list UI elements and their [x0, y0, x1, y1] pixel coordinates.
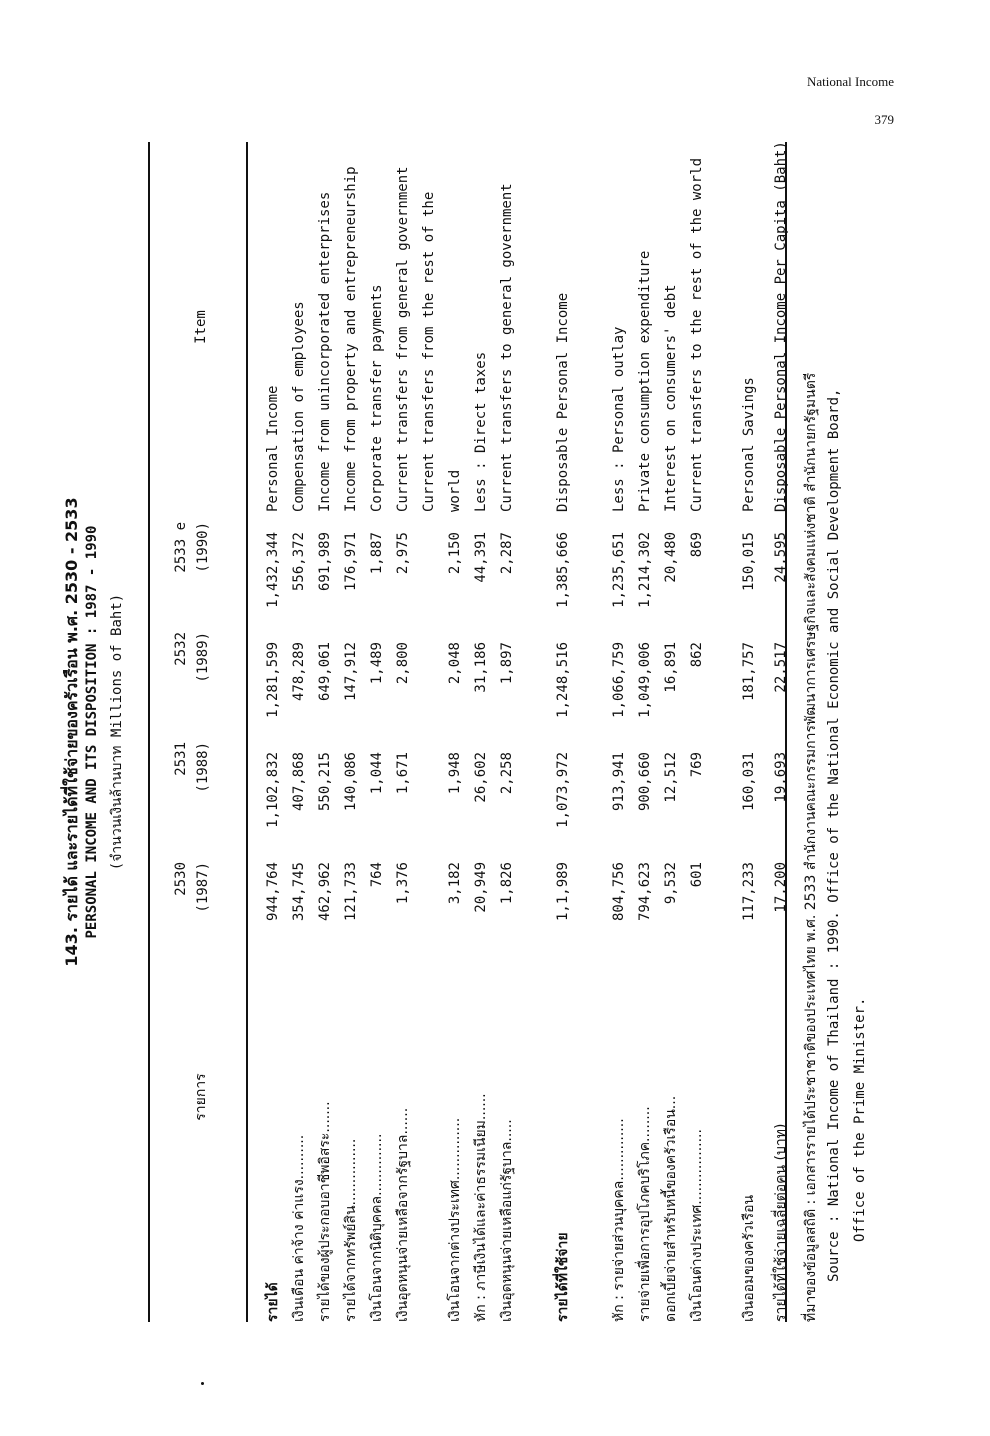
cell-value: 550,215 [317, 752, 333, 812]
table-unit: (จำนวนเงินล้านบาท Millions of Baht) [109, 593, 125, 871]
row-label-item: Current transfers to general government [499, 183, 515, 512]
column-header-1990: 2533 e (1990) [173, 522, 211, 573]
cell-value: 44,391 [473, 532, 489, 583]
cell-value: 176,971 [343, 532, 359, 592]
row-label-thai: เงินโอนจากนิติบุคคล.............. [369, 1133, 385, 1322]
row-label-thai: หัก : รายจ่ายส่วนบุคคล.............. [611, 1118, 627, 1322]
table-row [632, 142, 658, 1322]
cell-value: 869 [689, 532, 705, 558]
row-label-item: Disposable Personal Income Per Capita (Baht) [773, 141, 789, 512]
row-label-thai: เงินโอนต่างประเทศ................. [689, 1129, 705, 1322]
row-label-item: Personal Savings [741, 377, 757, 512]
column-header-1988: 2531 (1988) [173, 742, 211, 793]
table-row [736, 142, 762, 1322]
row-label-item: Personal Income [265, 385, 281, 512]
table-row [442, 142, 468, 1322]
cell-value: 1,887 [369, 532, 385, 575]
cell-value: 22,517 [773, 642, 789, 693]
cell-value: 900,660 [637, 752, 653, 812]
cell-value: 19,693 [773, 752, 789, 803]
cell-value: 147,912 [343, 642, 359, 702]
table-title-english: PERSONAL INCOME AND ITS DISPOSITION : 1987 - 1990 [84, 525, 100, 939]
cell-value: 2,258 [499, 752, 515, 795]
cell-value: 1,073,972 [555, 752, 571, 828]
row-label-item: Compensation of employees [291, 301, 307, 512]
table-row [312, 142, 338, 1322]
cell-value: 26,602 [473, 752, 489, 803]
cell-value: 1,489 [369, 642, 385, 685]
footnote-source: Source : National Income of Thailand : 1990. Office of the National Economic and Social Development Board, [826, 388, 842, 1282]
cell-value: 764 [369, 862, 385, 888]
cell-value: 20,949 [473, 862, 489, 913]
row-label-item: Interest on consumers' debt [663, 284, 679, 512]
cell-value: 181,757 [741, 642, 757, 702]
column-header-1989: 2532 (1989) [173, 632, 211, 683]
table-row [658, 142, 684, 1322]
table-row [338, 142, 364, 1322]
cell-value: 1,066,759 [611, 642, 627, 718]
column-header-thai: รายการ [193, 1073, 209, 1121]
table-row [286, 142, 312, 1322]
cell-value: 1,671 [395, 752, 411, 795]
cell-value: 944,764 [265, 862, 281, 922]
cell-value: 117,233 [741, 862, 757, 922]
row-label-thai: เงินออมของครัวเรือน [741, 1194, 757, 1322]
row-label-thai: เงินอุดหนุนจ่ายเหลือจากรัฐบาล...... [395, 1107, 411, 1322]
cell-value: 794,623 [637, 862, 653, 922]
page-number: 379 [874, 112, 894, 127]
cell-value: 354,745 [291, 862, 307, 922]
row-label-thai: เงินเดือน ค่าจ้าง ค่าแรง.......... [291, 1134, 307, 1322]
cell-value: 121,733 [343, 862, 359, 922]
cell-value: 160,031 [741, 752, 757, 812]
row-label-item: Corporate transfer payments [369, 284, 385, 512]
cell-value: 1,248,516 [555, 642, 571, 718]
cell-value: 462,962 [317, 862, 333, 922]
row-label-item: Disposable Personal Income [555, 292, 571, 512]
cell-value: 9,532 [663, 862, 679, 905]
row-label-thai: เงินอุดหนุนจ่ายเหลือแก่รัฐบาล..... [499, 1119, 515, 1322]
rotated-table-page [50, 92, 900, 1372]
cell-value: 804,756 [611, 862, 627, 922]
cell-value: 1,826 [499, 862, 515, 905]
row-label-thai: ดอกเบี้ยจ่ายสำหรับหนี้ของครัวเรือน... [663, 1095, 679, 1322]
header-rule [246, 142, 248, 1322]
table-title-thai: 143. รายได้ และรายได้ที่ใช้จ่ายของครัวเรือน พ.ศ. 2530 - 2533 [62, 497, 81, 967]
row-label-item: Income from property and entrepreneurship [343, 166, 359, 512]
cell-value: 649,061 [317, 642, 333, 702]
cell-value: 862 [689, 642, 705, 668]
cell-value: 2,150 [447, 532, 463, 575]
row-label-thai: หัก : ภาษีเงินได้และค่าธรรมเนียม...... [473, 1093, 489, 1322]
table-row [390, 142, 416, 1322]
footnote-thai: ที่มาของข้อมูลสถิติ : เอกสารรายได้ประชาชาติของประเทศไทย พ.ศ. 2533 สำนักงานคณะกรรมการพัฒนาการเศรษฐกิจและสังคมแห่งชาติ สำนักนายกรัฐมนตรี [803, 372, 819, 1322]
cell-value: 1,102,832 [265, 752, 281, 828]
stray-dot [201, 1382, 204, 1385]
cell-value: 1,214,302 [637, 532, 653, 608]
table-row [260, 142, 286, 1322]
row-label-item: Current transfers from general government [395, 166, 411, 512]
cell-value: 1,385,666 [555, 532, 571, 608]
cell-value: 24,595 [773, 532, 789, 583]
cell-value: 769 [689, 752, 705, 778]
row-label-thai: รายได้ที่ใช้จ่ายเฉลี่ยต่อคน (บาท) [773, 1123, 789, 1322]
table-row [606, 142, 632, 1322]
row-label-item: Private consumption expenditure [637, 250, 653, 512]
cell-value: 1,1,989 [555, 862, 571, 922]
bottom-rule [785, 142, 787, 1322]
cell-value: 1,897 [499, 642, 515, 685]
column-header-item: Item [193, 310, 209, 344]
row-label-thai: รายจ่ายเพื่อการอุปโภคบริโภค........ [637, 1106, 653, 1322]
cell-value: 2,048 [447, 642, 463, 685]
cell-value: 2,800 [395, 642, 411, 685]
cell-value: 478,289 [291, 642, 307, 702]
cell-value: 601 [689, 862, 705, 888]
column-header-1987: 2530 (1987) [173, 862, 211, 913]
cell-value: 913,941 [611, 752, 627, 812]
cell-value: 1,432,344 [265, 532, 281, 608]
cell-value: 2,287 [499, 532, 515, 575]
row-label-item: Less : Direct taxes [473, 351, 489, 512]
table-row [364, 142, 390, 1322]
row-label-item: Income from unincorporated enterprises [317, 191, 333, 512]
cell-value: 691,989 [317, 532, 333, 592]
cell-value: 17,200 [773, 862, 789, 913]
cell-value: 2,975 [395, 532, 411, 575]
table-row [416, 142, 442, 1322]
cell-value: 1,044 [369, 752, 385, 795]
table-row [494, 142, 520, 1322]
cell-value: 1,235,651 [611, 532, 627, 608]
row-label-thai: รายได้ที่ใช้จ่าย [555, 1232, 571, 1322]
row-label-thai: เงินโอนจากต่างประเทศ.............. [447, 1117, 463, 1322]
table-row [468, 142, 494, 1322]
top-rule [148, 142, 150, 1322]
cell-value: 20,480 [663, 532, 679, 583]
cell-value: 1,376 [395, 862, 411, 905]
cell-value: 140,086 [343, 752, 359, 812]
row-label-thai: รายได้จากทรัพย์สิน............... [343, 1138, 359, 1322]
row-label-item: Current transfers from the rest of the [421, 191, 437, 512]
row-label-thai: รายได้ของผู้ประกอบอาชีพอิสระ....... [317, 1101, 333, 1322]
row-label-thai: รายได้ [265, 1282, 281, 1322]
cell-value: 12,512 [663, 752, 679, 803]
cell-value: 1,049,006 [637, 642, 653, 718]
table-row [684, 142, 710, 1322]
cell-value: 556,372 [291, 532, 307, 592]
row-label-item: world [447, 469, 463, 512]
cell-value: 1,948 [447, 752, 463, 795]
cell-value: 16,891 [663, 642, 679, 693]
cell-value: 3,182 [447, 862, 463, 905]
row-label-item: Less : Personal outlay [611, 326, 627, 512]
cell-value: 150,015 [741, 532, 757, 592]
footnote-source-cont: Office of the Prime Minister. [852, 997, 868, 1242]
table-row [768, 142, 794, 1322]
row-label-item: Current transfers to the rest of the world [689, 157, 705, 512]
cell-value: 1,281,599 [265, 642, 281, 718]
running-header-title: National Income [807, 74, 894, 89]
cell-value: 31,186 [473, 642, 489, 693]
cell-value: 407,868 [291, 752, 307, 812]
table-row [550, 142, 576, 1322]
